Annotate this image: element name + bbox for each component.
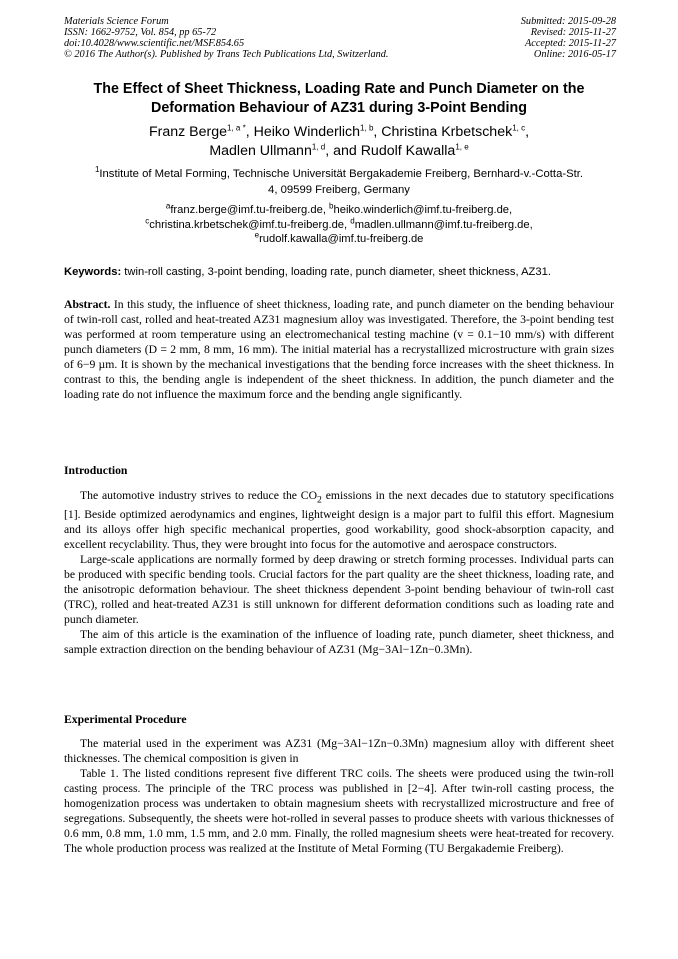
author-name: Rudolf Kawalla [360,143,456,159]
email-list [60,203,618,247]
date-online: Online: 2016-05-17 [533,49,616,60]
title-line-2: Deformation Behaviour of AZ31 during 3-Point Bending [151,100,527,116]
separator: , [509,204,513,216]
email-link[interactable]: christina.krbetschek@imf.tu-freiberg.de [149,218,345,231]
affiliation-text: Institute of Metal Forming, Technische Universität Bergakademie Freiberg, Bernhard-v.-Cotta-Str. [99,168,584,180]
paragraph-text: emissions in the next decades due to statutory specifications [1]. Beside optimized aerodynamics and engines, lightweight design is a major part to fulfil this effort. Magnesium and its alloys offer high specific mechanical properties, good workability, good shock-absorption capacity, and excellent recyclability. Thus, they were brought into focus for the automotive and aerospace constructors. [64,489,614,552]
journal-issn: ISSN: 1662-9752, Vol. 854, pp 65-72 [64,27,217,38]
introduction-heading: Introduction [64,464,128,477]
experimental-paragraph-1: The material used in the experiment was AZ31 (Mg−3Al−1Zn−0.3Mn) magnesium alloy with different sheet thicknesses. The chemical composition is given in [64,737,614,765]
author-line-2 [40,142,638,161]
author-name: Franz Berge [148,124,228,140]
email-sup: e [254,230,260,240]
author-sup: 1, a * [227,123,246,133]
author-line-1 [40,123,638,142]
journal-copyright: © 2016 The Author(s). Published by Trans Tech Publications Ltd, Switzerland. [64,49,389,60]
author-name: Christina Krbetschek [381,124,513,140]
introduction-paragraph-2: Large-scale applications are normally formed by deep drawing or stretch forming processes. Individual parts can be produced with specific bending tools. Crucial factors for the part quality are the sheet thickness, loading rate, and the anisotropic deformation behaviour. The sheet thickness dependent 3-point bending behaviour of twin-roll cast (TRC), rolled and heat-treated AZ31 is still unknown for different deformation conditions such as loading rate and punch diameter. [64,553,614,627]
abstract-text: In this study, the influence of sheet thickness, loading rate, and punch diameter on the bending behaviour of twin-roll cast, rolled and heat-treated AZ31 magnesium alloy was investigated. Therefore, the 3-point bending test was performed at room temperature using an electromechanical testing machine (v = 0.1−10 mm/s) with different punch diameters (D = 2 mm, 8 mm, 16 mm). The initial material has a recrystallized microstructure with grain sizes of 6−9 µm. It is shown by the mechanical investigations that the bending force increases with the sheet thickness. In contrast to this, the bending angle is independent of the sheet thickness. In addition, the punch diameter and the loading rate do not influence the maximum force and the bending angle significantly. [64,298,614,401]
separator: , [525,124,530,140]
email-link[interactable]: heiko.winderlich@imf.tu-freiberg.de [333,204,510,216]
email-sup: a [165,201,171,211]
abstract-paragraph [64,297,614,402]
author-sup: 1, d [311,142,326,152]
keywords-label: Keywords: [64,266,122,278]
author-sup: 1, c [512,123,526,133]
author-sup: 1, b [360,123,374,133]
introduction-paragraph-3: The aim of this article is the examination of the influence of loading rate, punch diameter, sheet thickness, and sample extraction direction on the bending behaviour of AZ31 (Mg−3Al−1Zn−0.3Mn). [64,628,614,657]
affiliation-sup: 1 [94,165,100,175]
abstract [64,297,614,402]
email-link[interactable]: rudolf.kawalla@imf.tu-freiberg.de [259,233,424,245]
email-sup: b [329,201,334,211]
email-line-2 [60,215,618,233]
experimental-heading: Experimental Procedure [64,713,187,726]
title-line-1: The Effect of Sheet Thickness, Loading Rate and Punch Diameter on the [93,81,585,97]
abstract-label: Abstract. [64,298,111,311]
journal-name: Materials Science Forum [64,16,169,27]
journal-info [64,16,464,60]
separator: , [322,204,330,216]
email-sup: d [350,215,355,225]
paragraph-text: The automotive industry strives to reduce the CO [80,489,318,502]
author-name: Heiko Winderlich [253,124,361,140]
keywords-text: twin-roll casting, 3-point bending, loading rate, punch diameter, sheet thickness, AZ31. [121,266,551,278]
author-list [40,123,638,161]
email-line-1 [60,203,618,218]
separator: , [245,124,254,140]
separator: , [529,218,533,231]
paper-title [40,80,638,118]
table-reference[interactable]: Table 1 [80,767,116,780]
keywords [64,265,624,280]
article-dates [416,16,616,60]
email-link[interactable]: madlen.ullmann@imf.tu-freiberg.de [354,218,530,231]
separator: , and [325,143,361,159]
author-name: Madlen Ullmann [209,143,312,159]
email-sup: c [145,215,150,225]
date-accepted: Accepted: 2015-11-27 [524,38,616,49]
date-revised: Revised: 2015-11-27 [530,27,616,38]
email-line-3 [60,232,618,247]
journal-doi: doi:10.4028/www.scientific.net/MSF.854.65 [64,38,245,49]
separator: , [344,218,351,231]
author-sup: 1, e [455,142,469,152]
experimental-paragraph-2 [64,766,614,856]
affiliation-line-2: 4, 09599 Freiberg, Germany [268,184,410,196]
email-link[interactable]: franz.berge@imf.tu-freiberg.de [170,204,323,216]
introduction-paragraph-1 [64,488,614,552]
subscript: 2 [317,494,322,506]
experimental-body [64,736,614,856]
introduction-body [64,488,614,657]
separator: , [373,124,382,140]
paragraph-text: . The listed conditions represent five different TRC coils. The sheets were produced using the twin-roll casting process. The principle of the TRC process was published in [2−4]. After twin-roll casting process, the homogenization process was undertaken to obtain magnesium sheets with recrystallized microstructure and free of segregations. Subsequently, the sheets were hot-rolled in several passes to produce sheets with various thicknesses of 0.6 mm, 0.8 mm, 1.0 mm, 1.5 mm, and 2.0 mm. Finally, the rolled magnesium sheets were heat-treated for recovery. The whole production process was realized at the Institute of Metal Forming (TU Bergakademie Freiberg). [64,767,615,855]
date-submitted: Submitted: 2015-09-28 [520,16,616,27]
affiliation-line-1 [60,166,618,182]
affiliation [60,166,618,198]
